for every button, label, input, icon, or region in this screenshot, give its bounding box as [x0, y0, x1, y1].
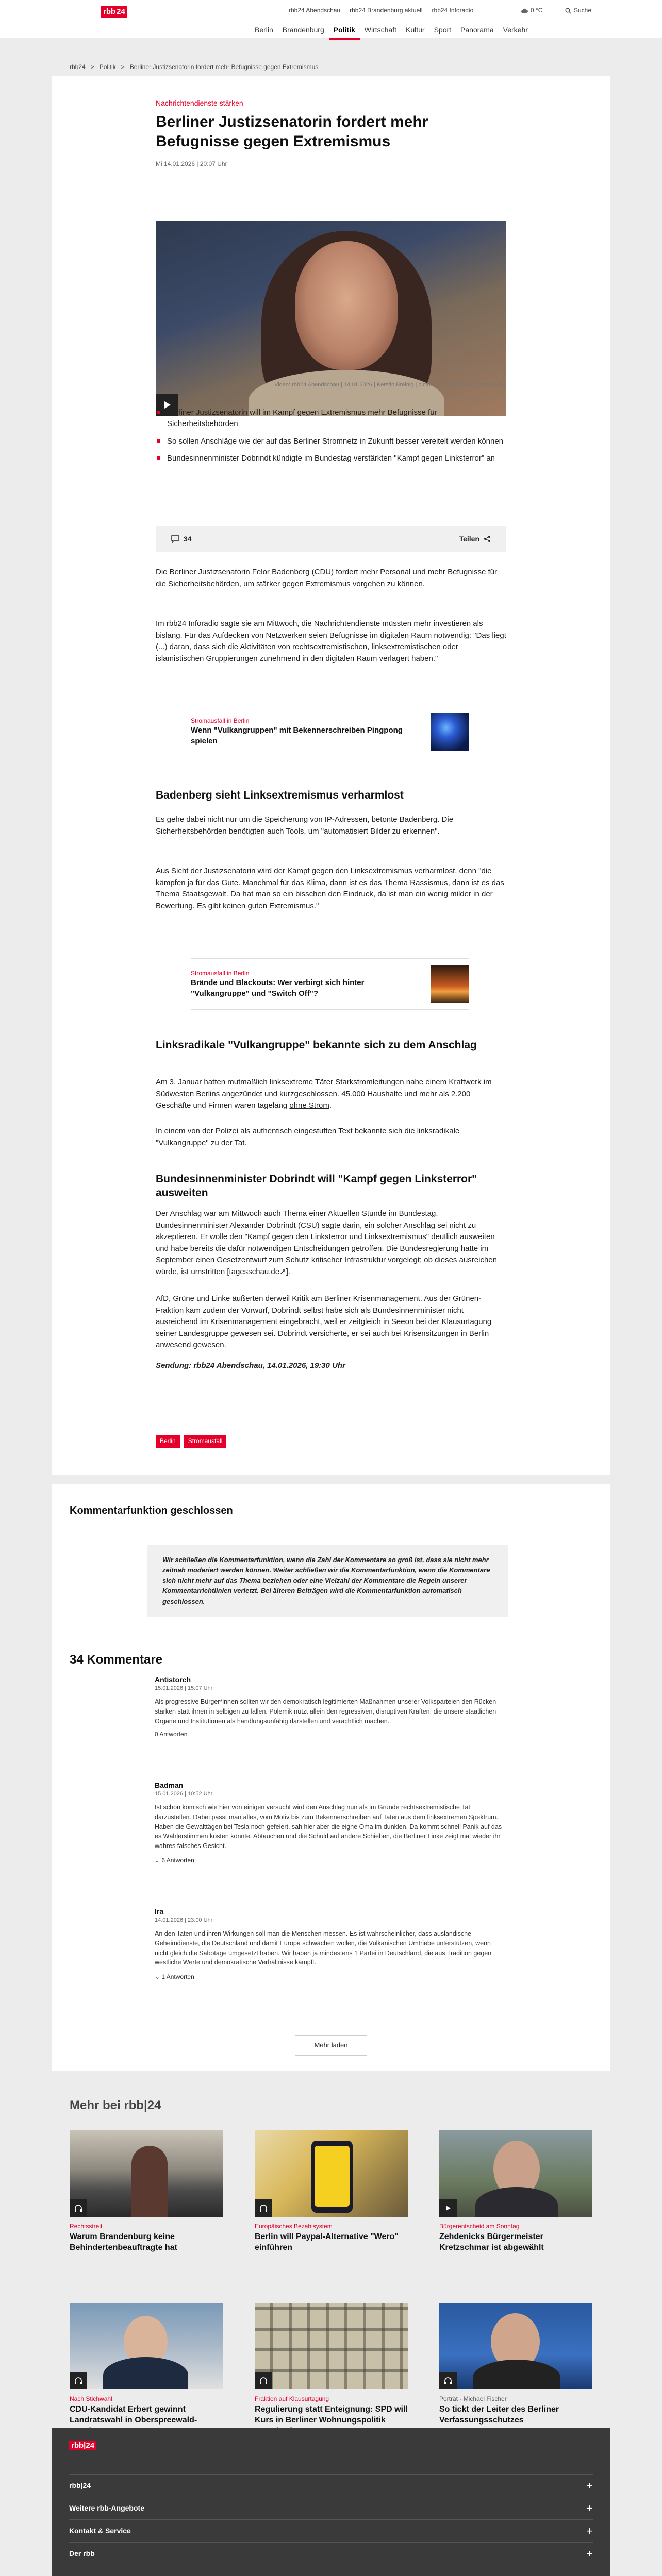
- more-card[interactable]: [70, 2130, 223, 2253]
- card-kicker: Bürgerentscheid am Sonntag: [439, 2223, 520, 2230]
- teaser-kicker: Stromausfall in Berlin: [191, 717, 250, 725]
- breadcrumb-home[interactable]: rbb24: [70, 63, 86, 71]
- card-kicker: Rechtsstreit: [70, 2223, 103, 2230]
- paragraph-text: Der Anschlag war am Mittwoch auch Thema einer Aktuellen Stunde im Bundestag. Bundesinnenminister Alexander Dobrindt (CSU) sagte darin, ein solcher Anschlag sei nicht zu akzeptieren. Er wolle den "Kampf gegen den Linksterror und Linksextremismus" deutlich ausweiten und habe bereits die dafür notwendigen Entscheidungen getroffen. Die Bundesregierung hatte im September einen Gesetzentwurf zum Schutz kritischer Infrastruktur vorgelegt; ob dieses ausreichen würde, ist umstritten [: [156, 1209, 497, 1276]
- paragraph-text: .: [329, 1101, 332, 1110]
- footer-section-label: Der rbb: [69, 2549, 95, 2558]
- teaser-vulkangruppen-pingpong[interactable]: [191, 706, 469, 757]
- card-title: Regulierung statt Enteignung: SPD will Kurs in Berliner Wohnungspolitik: [255, 2405, 408, 2425]
- breadcrumb-section[interactable]: Politik: [99, 63, 116, 71]
- nav-kultur[interactable]: Kultur: [406, 26, 425, 34]
- toplink-inforadio[interactable]: rbb24 Inforadio: [432, 7, 474, 14]
- article-paragraph: [156, 1208, 506, 1278]
- article-kicker-wrap: [156, 98, 506, 108]
- footer-section[interactable]: [69, 2474, 593, 2497]
- play-icon: [439, 2199, 457, 2217]
- nav-brandenburg[interactable]: Brandenburg: [282, 26, 324, 34]
- chevron-down-icon: ⌄: [155, 1973, 160, 1981]
- answers-label: 1 Antworten: [161, 1973, 194, 1981]
- comment-count-heading: 34 Kommentare: [70, 1653, 163, 1667]
- link-tagesschau[interactable]: tagesschau.de: [229, 1267, 280, 1276]
- card-kicker: Europäisches Bezahlsystem: [255, 2223, 333, 2230]
- card-author: Michael Fischer: [463, 2395, 507, 2402]
- comment-answers-toggle[interactable]: [155, 1973, 505, 1981]
- top-links: [289, 6, 473, 15]
- more-card[interactable]: [255, 2130, 408, 2253]
- article-paragraph: AfD, Grüne und Linke äußerten derweil Kritik am Berliner Krisenmanagement. Aus der Grünen-Fraktion kam zudem der Vorwurf, Dobrindt selbst habe sich als Bundesinnenminister nicht ausreichend im Krisenmanagement eingebracht, weil er zeitgleich in Seeon bei der Klausurtagung seiner Landesgruppe gewesen sei. Dobrindt versicherte, er sei auch bei Krisensitzungen in Berlin anwesend gewesen.: [156, 1294, 492, 1349]
- search-button[interactable]: [565, 6, 591, 15]
- comment-date: 14.01.2026 | 23:00 Uhr: [155, 1917, 213, 1924]
- more-section-title: Mehr bei rbb|24: [70, 2098, 161, 2112]
- more-card[interactable]: [439, 2130, 592, 2253]
- link-vulkangruppe[interactable]: "Vulkangruppe": [156, 1138, 209, 1147]
- headphones-icon: [70, 2199, 87, 2217]
- article-kicker: Nachrichtendienste stärken: [156, 99, 243, 107]
- article-date: Mi 14.01.2026 | 20:07 Uhr: [156, 160, 227, 167]
- card-image: [439, 2303, 592, 2389]
- search-label: Suche: [574, 7, 592, 14]
- search-icon: [565, 8, 571, 14]
- comment-count-button[interactable]: [171, 534, 192, 544]
- card-image: [439, 2130, 592, 2217]
- link-kommentarrichtlinien[interactable]: Kommentarrichtlinien: [162, 1587, 232, 1595]
- footer-section-label: Weitere rbb-Angebote: [69, 2504, 144, 2513]
- section-heading: Badenberg sieht Linksextremismus verharmlost: [156, 789, 404, 801]
- comment: [155, 1674, 505, 1739]
- share-bar: [156, 526, 506, 552]
- site-header: [0, 0, 662, 38]
- card-title: Zehdenicks Bürgermeister Kretzschmar ist abgewählt: [439, 2232, 544, 2252]
- card-image: [70, 2303, 223, 2389]
- nav-politik[interactable]: Politik: [329, 22, 360, 40]
- comments-closed-title: Kommentarfunktion geschlossen: [70, 1505, 233, 1516]
- summary-bullet: Bundesinnenminister Dobrindt kündigte im Bundestag verstärkten "Kampf gegen Linksterror" an: [156, 453, 506, 464]
- toplink-brandenburg-aktuell[interactable]: rbb24 Brandenburg aktuell: [350, 7, 423, 14]
- toplink-abendschau[interactable]: rbb24 Abendschau: [289, 7, 341, 14]
- paragraph-text: ].: [286, 1267, 291, 1276]
- teaser-image: [431, 713, 469, 751]
- card-image: [70, 2130, 223, 2217]
- weather[interactable]: [521, 6, 542, 15]
- sendung-info: Sendung: rbb24 Abendschau, 14.01.2026, 19:30 Uhr: [156, 1361, 345, 1370]
- comment-date: 15.01.2026 | 10:52 Uhr: [155, 1791, 213, 1798]
- summary-bullet: Berliner Justizsenatorin will im Kampf gegen Extremismus mehr Befugnisse für Sicherheitsbehörden: [156, 407, 506, 430]
- footer-section-label: Kontakt & Service: [69, 2527, 131, 2535]
- more-card[interactable]: [255, 2303, 408, 2437]
- card-title: CDU-Kandidat Erbert gewinnt Landratswahl in Oberspreewald-: [70, 2405, 197, 2425]
- nav-verkehr[interactable]: Verkehr: [503, 26, 528, 34]
- tag-list: [156, 1435, 506, 1448]
- plus-icon: +: [586, 2547, 593, 2560]
- comment-count: 34: [184, 534, 192, 543]
- section-heading: Bundesinnenminister Dobrindt will "Kampf gegen Linksterror" ausweiten: [156, 1173, 477, 1199]
- share-button[interactable]: [459, 534, 491, 544]
- more-card[interactable]: [70, 2303, 223, 2437]
- answers-label: 6 Antworten: [161, 1856, 194, 1864]
- logo-text: rbb: [103, 7, 116, 16]
- article-paragraph: [156, 1126, 506, 1149]
- article-paragraph: Aus Sicht der Justizsenatorin wird der Kampf gegen den Linksextremismus verharmlost, denn "die kämpfen ja für das Gute. Manchmal für das Klima, dann ist es das Thema Rassismus, dann ist es das Thema Staatsgewalt. Da hat man so ein bisschen den Eindruck, da ist man ein wenig milder in der Bewertung. Es gibt keinen guten Extremismus.": [156, 867, 504, 910]
- card-kicker: Fraktion auf Klausurtagung: [255, 2395, 329, 2402]
- card-image: [255, 2130, 408, 2217]
- nav-wirtschaft[interactable]: Wirtschaft: [364, 26, 396, 34]
- tag-berlin[interactable]: Berlin: [156, 1435, 180, 1448]
- card-kicker: Porträt · Michael Fischer: [439, 2395, 507, 2402]
- comment-text: An den Taten und ihren Wirkungen soll man die Menschen messen. Es ist wahrscheinlicher, dass ausländische Geheimdienste, die Deutschland und damit Europa schwächen wollen, die Vulkanischen Umtriebe unterstützen, wenn nicht gleich die Sabotage umgesetzt haben. Wir haben ja mindestens 1 Partei in Deutschland, die aus Tradition gegen westliche Werte und demokratische Verhältnisse kämpft.: [155, 1930, 492, 1967]
- comment-author: Antistorch: [155, 1675, 191, 1684]
- share-icon: [484, 535, 491, 543]
- plus-icon: +: [586, 2524, 593, 2537]
- plus-icon: +: [586, 2479, 593, 2492]
- comment-text: Als progressive Bürger*innen sollten wir den demokratisch legitimierten Maßnahmen unserer Volksparteien den Rücken stärken statt ihnen in selbigen zu fallen. Polemik nützt allein den regressiven, disruptiven Kräften, die unsere staatlichen Organe und Institutionen als handlungsunfähig darstellen und verächtlich machen.: [155, 1698, 496, 1725]
- footer-logo-text: rbb|24: [69, 2441, 96, 2450]
- comment: [155, 1780, 505, 1865]
- cloud-icon: [521, 8, 528, 13]
- card-title: So tickt der Leiter des Berliner Verfassungsschutzes: [439, 2405, 559, 2425]
- summary-bullet: So sollen Anschläge wie der auf das Berliner Stromnetz in Zukunft besser vereitelt werden können: [156, 436, 506, 447]
- card-title: Berlin will Paypal-Alternative "Wero" einführen: [255, 2232, 399, 2252]
- teaser-title: Wenn "Vulkangruppen" mit Bekennerschreiben Pingpong spielen: [191, 726, 403, 745]
- article-paragraph: [156, 1077, 506, 1112]
- headphones-icon: [70, 2372, 87, 2389]
- link-ohne-strom[interactable]: ohne Strom: [289, 1101, 329, 1110]
- teaser-image: [431, 965, 469, 1003]
- summary-bullets: [156, 407, 506, 470]
- teaser-braende-blackouts[interactable]: [191, 958, 469, 1010]
- main-nav: [250, 22, 533, 40]
- article-paragraph: Es gehe dabei nicht nur um die Speicherung von IP-Adressen, betonte Badenberg. Die Sicherheitsbehörden benötigten auch Tools, um "automatisiert Bilder zu erkennen".: [156, 815, 454, 836]
- nav-panorama[interactable]: Panorama: [460, 26, 494, 34]
- logo-number: 24: [117, 7, 125, 16]
- comments-notice: [147, 1545, 508, 1617]
- footer-logo[interactable]: [69, 2440, 96, 2451]
- tag-stromausfall[interactable]: Stromausfall: [184, 1435, 227, 1448]
- comment-author: Badman: [155, 1781, 184, 1789]
- comment: [155, 1906, 505, 1982]
- paragraph-text: zu der Tat.: [208, 1138, 247, 1147]
- article-paragraph: Die Berliner Justizsenatorin Felor Badenberg (CDU) fordert mehr Personal und mehr Befugnisse für die Sicherheitsbehörden, um stärker gegen Extremismus vorgehen zu können.: [156, 568, 497, 588]
- load-more-button[interactable]: Mehr laden: [295, 2035, 367, 2056]
- headphones-icon: [255, 2372, 272, 2389]
- share-label: Teilen: [459, 534, 479, 543]
- site-footer: [52, 2428, 610, 2576]
- teaser-title: Brände und Blackouts: Wer verbirgt sich hinter "Vulkangruppe" und "Switch Off"?: [191, 978, 365, 998]
- headphones-icon: [439, 2372, 457, 2389]
- comment-icon: [171, 535, 179, 543]
- comment-answers: 0 Antworten: [155, 1731, 188, 1738]
- paragraph-text: In einem von der Polizei als authentisch eingestuften Text bekannte sich die linksradikale: [156, 1127, 460, 1136]
- card-kicker: Nach Stichwahl: [70, 2395, 112, 2402]
- breadcrumb-current: Berliner Justizsenatorin fordert mehr Befugnisse gegen Extremismus: [129, 63, 319, 71]
- comment-date: 15.01.2026 | 15:07 Uhr: [155, 1685, 213, 1692]
- nav-berlin[interactable]: Berlin: [255, 26, 273, 34]
- page-title: Berliner Justizsenatorin fordert mehr Befugnisse gegen Extremismus: [156, 113, 428, 150]
- plus-icon: +: [586, 2501, 593, 2515]
- nav-sport[interactable]: Sport: [434, 26, 452, 34]
- rbb24-logo[interactable]: [101, 6, 127, 18]
- breadcrumb: [70, 63, 318, 72]
- breadcrumb-separator: >: [90, 63, 94, 71]
- chevron-down-icon: ⌄: [155, 1856, 160, 1864]
- paragraph-text: Am 3. Januar hatten mutmaßlich linksextreme Täter Starkstromleitungen nahe einem Kraftwerk im Südwesten Berlins angezündet und kurzgeschlossen. 45.000 Haushalte und mehr als 2.200 Geschäfte und Firmen waren tagelang: [156, 1078, 492, 1110]
- comment-text: Ist schon komisch wie hier von einigen versucht wird den Anschlag nun als im Grunde rechtsextremistische Tat darzustellen. Dabei passt man alles, vom Motiv bis zum Bekennerschreiben auf Taten aus dem linksextremen Spektrum. Haben die Gewalttägen bei Tesla noch gefeiert, sah hier aber die eigne Oma im dunklen. Da kommt schnell Panik auf das es Wählerstimmen kosten könnte. Abtauchen und die Schuld auf andere Schieben, die Berliner Linke zeigt mal wieder ihr wahres falsches Gesicht.: [155, 1804, 502, 1850]
- footer-section[interactable]: [69, 2497, 593, 2519]
- breadcrumb-separator: >: [121, 63, 125, 71]
- footer-section-label: rbb|24: [69, 2481, 91, 2490]
- card-title: Warum Brandenburg keine Behindertenbeauftragte hat: [70, 2232, 177, 2252]
- article-paragraph: Im rbb24 Inforadio sagte sie am Mittwoch, die Nachrichtendienste müssten mehr investieren als bislang. Für das Aufdecken von Netzwerken seien Befugnisse im digitalen Raum notwendig: "Das liegt (...) daran, dass sich die Aktivitäten von rechtsextremistischen, linksextremistischen oder islamistischen Gruppierungen zunehmend in den digitalen Raum verlagert haben.": [156, 619, 506, 663]
- external-link-icon: ↗: [279, 1267, 286, 1276]
- card-kicker-label: Porträt: [439, 2395, 458, 2402]
- footer-section[interactable]: [69, 2519, 593, 2542]
- footer-section[interactable]: [69, 2542, 593, 2565]
- temperature: 0 °C: [531, 7, 543, 14]
- comment-answers-toggle[interactable]: [155, 1856, 505, 1865]
- teaser-kicker: Stromausfall in Berlin: [191, 970, 250, 977]
- card-image: [255, 2303, 408, 2389]
- more-card[interactable]: [439, 2303, 592, 2426]
- headphones-icon: [255, 2199, 272, 2217]
- comment-author: Ira: [155, 1907, 164, 1916]
- section-heading: Linksradikale "Vulkangruppe" bekannte sich zu dem Anschlag: [156, 1039, 477, 1051]
- notice-text: verletzt. Bei älteren Beiträgen wird die Kommentarfunktion automatisch geschlossen.: [162, 1587, 462, 1605]
- hero-caption: Video: rbb24 Abendschau | 14.01.2026 | Kerstin Breinig | picture alliance/dpa/Soeren Stache: [274, 382, 506, 388]
- notice-text: Wir schließen die Kommentarfunktion, wenn die Zahl der Kommentare so groß ist, dass sie nicht mehr zeitnah moderiert werden können. Weiter schließen wir die Kommentarfunktion, wenn die Kommentare sich nicht mehr auf das Thema beziehen oder eine Vielzahl der Kommentare die Regeln unserer: [162, 1556, 490, 1585]
